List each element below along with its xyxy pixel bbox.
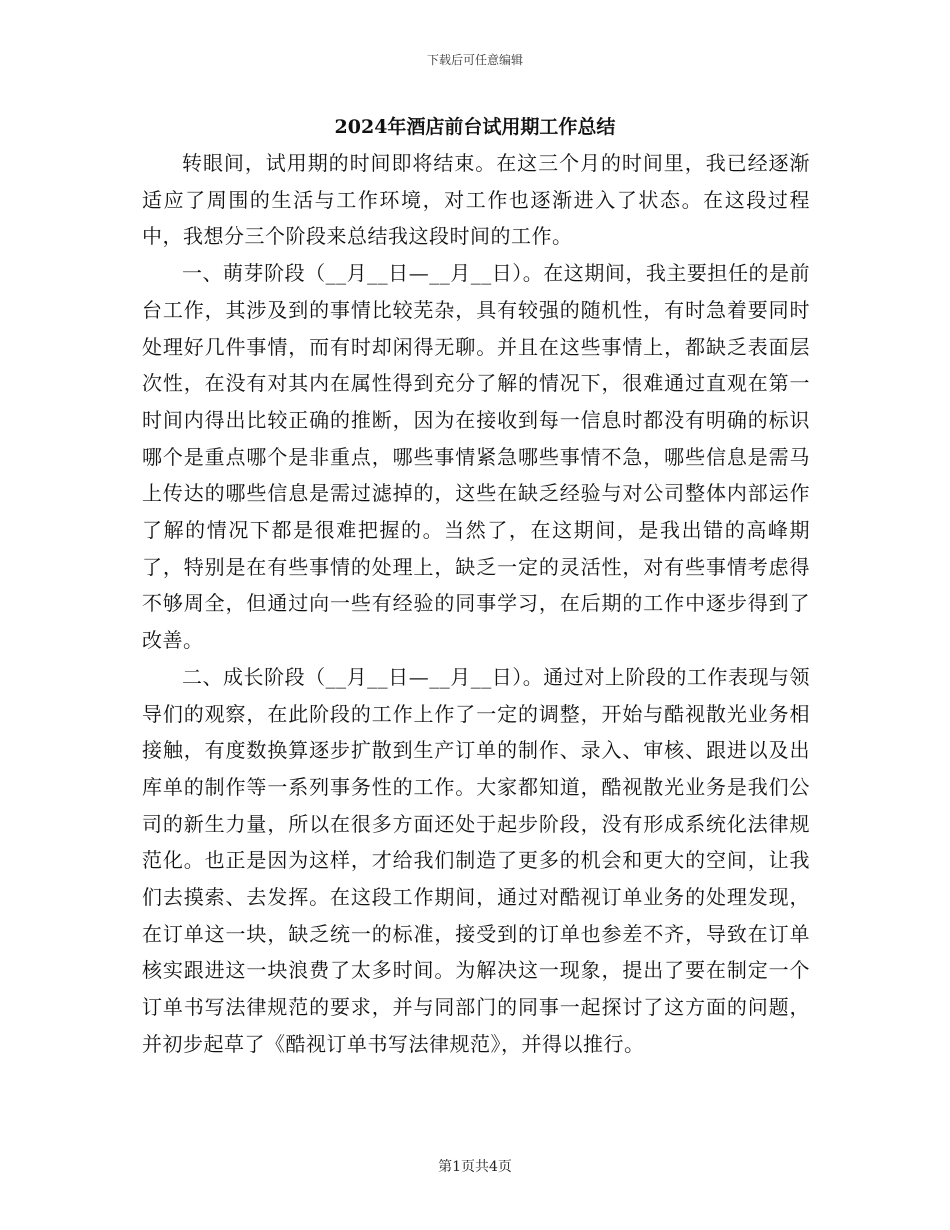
page-number: 第1页共4页 [438, 1159, 512, 1175]
paragraph-intro: 转眼间，试用期的时间即将结束。在这三个月的时间里，我已经逐渐适应了周围的生活与工作环境，对工作也逐渐进入了状态。在这段过程中，我想分三个阶段来总结我这段时间的工作。 [142, 151, 810, 249]
document-body [142, 145, 810, 1063]
paragraph-growth-stage: 二、成长阶段（__月__日—__月__日）。通过对上阶段的工作表现与领导们的观察，在此阶段的工作上作了一定的调整，开始与酷视散光业务相接触，有度数换算逐步扩散到生产订单的制作、录入、审核、跟进以及出库单的制作等一系列事务性的工作。大家都知道，酷视散光业务是我们公司的新生力量，所以在很多方面还处于起步阶段，没有形成系统化法律规范化。也正是因为这样，才给我们制造了更多的机会和更大的空间，让我们去摸索、去发挥。在这段工作期间，通过对酷视订单业务的处理发现，在订单这一块，缺乏统一的标准，接受到的订单也参差不齐，导致在订单核实跟进这一块浪费了太多时间。为解决这一现象，提出了要在制定一个订单书写法律规范的要求，并与同部门的同事一起探讨了这方面的问题，并初步起草了《酷视订单书写法律规范》，并得以推行。 [142, 664, 810, 1056]
paragraph-budding-stage: 一、萌芽阶段（__月__日—__月__日）。在这期间，我主要担任的是前台工作，其涉及到的事情比较芜杂，具有较强的随机性，有时急着要同时处理好几件事情，而有时却闲得无聊。并且在这些事情上，都缺乏表面层次性，在没有对其内在属性得到充分了解的情况下，很难通过直观在第一时间内得出比较正确的推断，因为在接收到每一信息时都没有明确的标识哪个是重点哪个是非重点，哪些事情紧急哪些事情不急，哪些信息是需马上传达的哪些信息是需过滤掉的，这些在缺乏经验与对公司整体内部运作了解的情况下都是很难把握的。当然了，在这期间，是我出错的高峰期了，特别是在有些事情的处理上，缺乏一定的灵活性，对有些事情考虑得不够周全，但通过向一些有经验的同事学习，在后期的工作中逐步得到了改善。 [142, 261, 810, 653]
page-header-note: 下载后可任意编辑 [426, 53, 523, 67]
document-title: 2024年酒店前台试用期工作总结 [334, 116, 616, 138]
